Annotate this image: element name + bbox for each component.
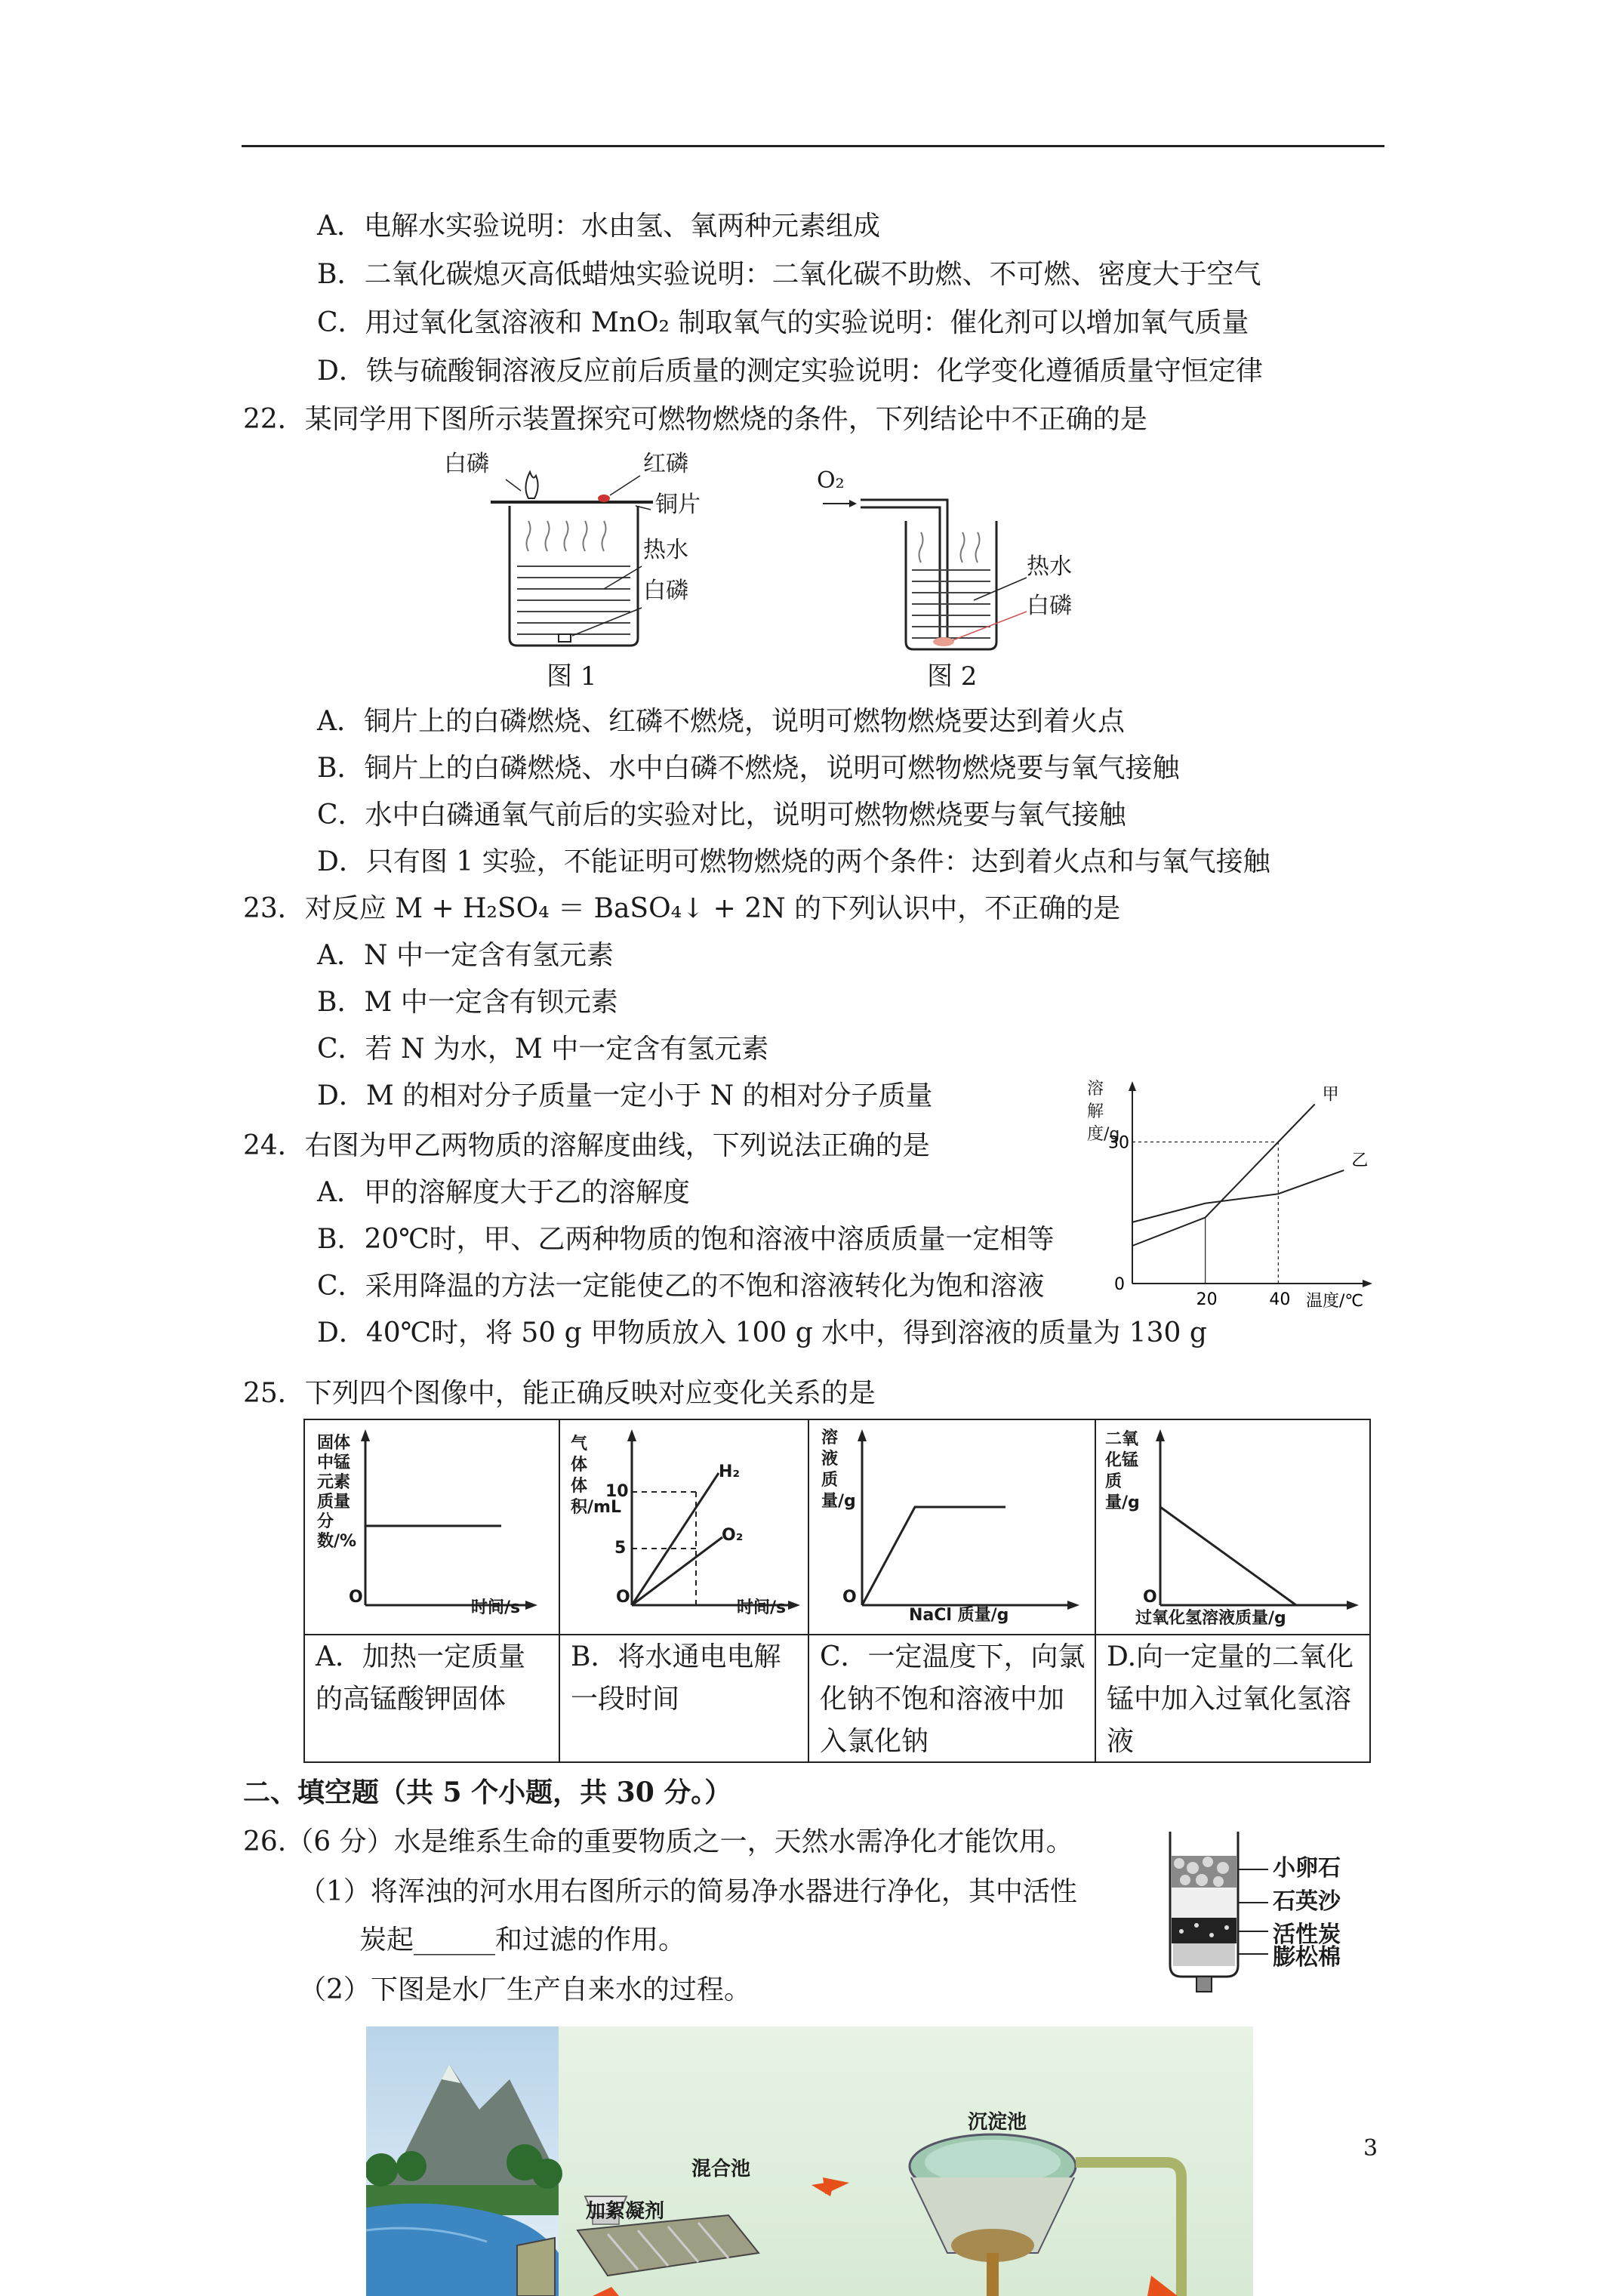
series-line-1 xyxy=(1132,1170,1344,1222)
fig1-red-phosphorus-label: 红磷 xyxy=(643,451,688,477)
graph-d-caption: D.向一定量的二氧化锰中加入过氧化氢溶液 xyxy=(1107,1641,1354,1757)
graph-b-xlabel: 时间/s xyxy=(737,1598,787,1617)
q22-option-a: A．铜片上的白磷燃烧、红磷不燃烧，说明可燃物燃烧要达到着火点 xyxy=(317,706,1125,737)
plant-label-coagulant: 加絮凝剂 xyxy=(586,2200,665,2223)
filter-label-cotton: 膨松棉 xyxy=(1273,1944,1341,1971)
solubility-chart xyxy=(1079,1072,1381,1314)
q24-option-d: D．40℃时，将 50 g 甲物质放入 100 g 水中，得到溶液的质量为 130 g xyxy=(317,1318,1207,1348)
plant-label-settling: 沉淀池 xyxy=(968,2111,1027,2134)
graph-d-line xyxy=(1160,1507,1296,1605)
plant-label-mixing: 混合池 xyxy=(691,2158,751,2180)
graph-c-origin: O xyxy=(842,1588,857,1607)
fig1-caption: 图 1 xyxy=(547,661,597,692)
graph-b-tick-10: 10 xyxy=(605,1482,629,1501)
section-2-heading: 二、填空题（共 5 个小题，共 30 分。） xyxy=(243,1777,732,1808)
q22-option-d: D．只有图 1 实验，不能证明可燃物燃烧的两个条件：达到着火点和与氧气接触 xyxy=(317,846,1270,877)
graph-b-h2-line xyxy=(632,1473,719,1605)
y-tick-30: 30 xyxy=(1108,1133,1129,1153)
solubility-ylabel: 溶解度/g xyxy=(1087,1080,1120,1144)
fig2-oxygen-label: O₂ xyxy=(817,467,845,494)
series-line-0 xyxy=(1132,1105,1315,1247)
graph-a-caption: A．加热一定质量的高锰酸钾固体 xyxy=(316,1641,525,1715)
water-plant-illustration xyxy=(366,2026,1253,2296)
series-label-0: 甲 xyxy=(1322,1085,1339,1105)
graph-a-origin: O xyxy=(349,1588,363,1607)
graph-c-caption: C．一定温度下，向氯化钠不饱和溶液中加入氯化钠 xyxy=(820,1641,1086,1757)
q23-stem: 23．对反应 M + H₂SO₄ ＝ BaSO₄↓ + 2N 的下列认识中，不正确的是 xyxy=(243,893,1121,924)
fig2-hot-water-label: 热水 xyxy=(1027,553,1072,580)
graph-b-ylabel: 气体体积/mL xyxy=(571,1435,621,1517)
q24-stem: 24．右图为甲乙两物质的溶解度曲线，下列说法正确的是 xyxy=(243,1130,930,1161)
q23-option-d: D．M 的相对分子质量一定小于 N 的相对分子质量 xyxy=(317,1080,933,1111)
q22-stem: 22．某同学用下图所示装置探究可燃物燃烧的条件，下列结论中不正确的是 xyxy=(243,404,1147,435)
graph-c-ylabel: 溶液质量/g xyxy=(821,1428,856,1511)
x-tick-40: 40 xyxy=(1269,1290,1291,1309)
series-label-1: 乙 xyxy=(1351,1151,1369,1170)
header-rule xyxy=(242,145,1384,147)
graph-b-o2-line xyxy=(632,1537,722,1605)
graph-b-origin: O xyxy=(616,1588,630,1607)
graph-b-caption: B．将水通电电解一段时间 xyxy=(571,1641,781,1715)
q26-part1-line1: （1）将浑浊的河水用右图所示的简易净水器进行净化，其中活性 xyxy=(299,1876,1077,1907)
origin-label: 0 xyxy=(1114,1275,1125,1294)
q21-option-c: C．用过氧化氢溶液和 MnO₂ 制取氧气的实验说明：催化剂可以增加氧气质量 xyxy=(317,307,1249,338)
fig2-caption: 图 2 xyxy=(927,661,978,692)
fig1-white-phosphorus2-label: 白磷 xyxy=(643,578,688,604)
q26-part2: （2）下图是水厂生产自来水的过程。 xyxy=(299,1974,751,2005)
fig1-white-phosphorus-label: 白磷 xyxy=(444,451,489,477)
graph-c-xlabel: NaCl 质量/g xyxy=(909,1606,1009,1625)
q22-option-b: B．铜片上的白磷燃烧、水中白磷不燃烧，说明可燃物燃烧要与氧气接触 xyxy=(317,753,1180,784)
page-number: 3 xyxy=(1363,2135,1378,2162)
figure-1-apparatus xyxy=(438,445,755,687)
q25-graph-table xyxy=(303,1419,1371,1763)
q26-stem: 26.（6 分）水是维系生命的重要物质之一，天然水需净化才能饮用。 xyxy=(243,1826,1073,1857)
filter-label-pebbles: 小卵石 xyxy=(1273,1855,1341,1881)
fig1-hot-water-label: 热水 xyxy=(643,537,688,563)
graph-b-h2-label: H₂ xyxy=(719,1462,741,1481)
graph-a-ylabel: 固体中锰元素质量分数/% xyxy=(317,1434,357,1551)
q23-option-c: C．若 N 为水，M 中一定含有氢元素 xyxy=(317,1034,769,1065)
q23-option-b: B．M 中一定含有钡元素 xyxy=(317,987,618,1018)
graph-d-xlabel: 过氧化氢溶液质量/g xyxy=(1135,1609,1286,1628)
q24-option-c: C．采用降温的方法一定能使乙的不饱和溶液转化为饱和溶液 xyxy=(317,1271,1045,1302)
graph-b-o2-label: O₂ xyxy=(722,1526,744,1545)
water-filter-diagram xyxy=(1155,1826,1381,2007)
graph-a-xlabel: 时间/s xyxy=(471,1598,521,1617)
filter-label-activated-carbon: 活性炭 xyxy=(1273,1922,1341,1948)
fig2-white-phosphorus-label: 白磷 xyxy=(1027,593,1072,619)
graph-b-tick-5: 5 xyxy=(614,1539,627,1558)
q21-option-d: D．铁与硫酸铜溶液反应前后质量的测定实验说明：化学变化遵循质量守恒定律 xyxy=(317,356,1263,387)
graph-c-line xyxy=(862,1507,1006,1605)
q21-option-b: B．二氧化碳熄灭高低蜡烛实验说明：二氧化碳不助燃、不可燃、密度大于空气 xyxy=(317,259,1261,290)
q23-option-a: A．N 中一定含有氢元素 xyxy=(317,940,614,971)
q24-option-b: B．20℃时，甲、乙两种物质的饱和溶液中溶质质量一定相等 xyxy=(317,1224,1055,1255)
x-axis-label: 温度/℃ xyxy=(1306,1292,1364,1311)
graph-d-ylabel: 二氧化锰质量/g xyxy=(1105,1430,1140,1512)
q24-option-a: A．甲的溶解度大于乙的溶解度 xyxy=(317,1177,690,1208)
graph-d-origin: O xyxy=(1143,1588,1157,1607)
q22-option-c: C．水中白磷通氧气前后的实验对比，说明可燃物燃烧要与氧气接触 xyxy=(317,800,1126,831)
q25-stem: 25．下列四个图像中，能正确反映对应变化关系的是 xyxy=(243,1378,876,1409)
x-tick-20: 20 xyxy=(1196,1290,1218,1309)
q26-part1-line2: 炭起______和过滤的作用。 xyxy=(359,1925,686,1955)
filter-label-quartz-sand: 石英沙 xyxy=(1273,1888,1341,1915)
fig1-copper-label: 铜片 xyxy=(655,492,701,518)
q21-option-a: A．电解水实验说明：水由氢、氧两种元素组成 xyxy=(317,211,880,242)
